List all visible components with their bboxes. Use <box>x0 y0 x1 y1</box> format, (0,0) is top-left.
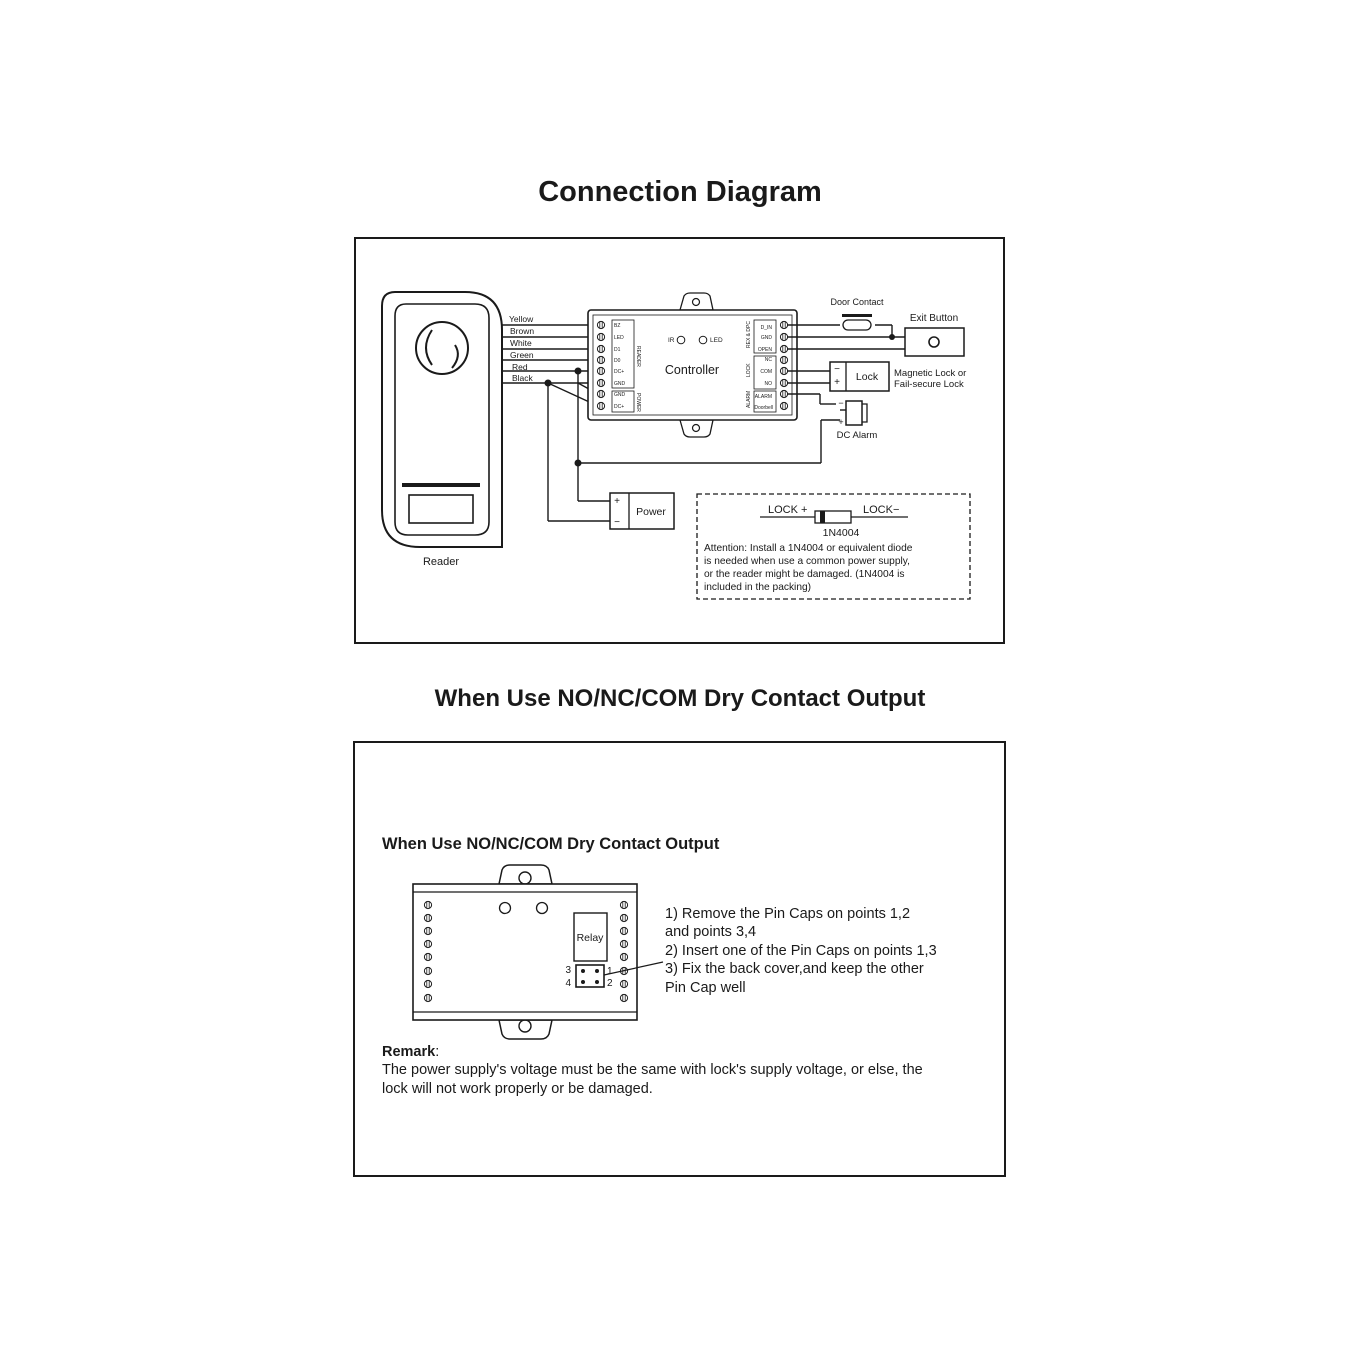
diode-part-label: 1N4004 <box>822 527 860 539</box>
dc-alarm-label: DC Alarm <box>836 430 878 441</box>
group-label-alarm: ALARM <box>746 390 752 408</box>
wire-label-green: Green <box>510 350 534 360</box>
junction-dot-black <box>545 380 552 387</box>
attention-line-4: included in the packing) <box>704 582 812 593</box>
alarm-minus-label: − <box>838 398 844 408</box>
lock-caption-line-2: Fail-secure Lock <box>894 379 964 390</box>
terminal-label-d1: D1 <box>614 347 621 353</box>
terminal-label-dc-plus: DC+ <box>614 369 625 375</box>
pin-label-3: 3 <box>565 965 571 976</box>
reader-device <box>382 292 502 547</box>
instruction-line-1: 1) Remove the Pin Caps on points 1,2 <box>665 906 911 922</box>
terminal-label-bz: BZ <box>614 323 621 329</box>
ir-indicator-icon <box>677 336 685 344</box>
reader-keypad-slot <box>409 495 473 523</box>
door-contact-label: Door Contact <box>830 297 884 307</box>
board-indicator-icon <box>537 903 548 914</box>
reader-label: Reader <box>422 556 460 568</box>
wire-label-brown: Brown <box>510 326 535 336</box>
lock-caption-line-1: Magnetic Lock or <box>894 368 967 379</box>
terminal-label-led: LED <box>614 335 624 341</box>
junction-dot-exit <box>889 334 895 340</box>
remark-line-1: The power supply's voltage must be the same with lock's supply voltage, or else, the <box>382 1062 923 1078</box>
terminal-label-d0: D0 <box>614 358 621 364</box>
power-minus-label: − <box>614 517 620 528</box>
terminal-label-right-gnd: GND <box>760 335 772 341</box>
wire-label-black: Black <box>512 373 533 383</box>
remark-label: Remark <box>382 1044 436 1060</box>
remark-colon: : <box>435 1044 440 1060</box>
terminal-label-power-gnd: GND <box>614 392 626 398</box>
attention-line-3: or the reader might be damaged. (1N4004 is <box>704 569 905 580</box>
lock-minus-label: − <box>834 364 840 375</box>
junction-dot-alarm <box>575 460 582 467</box>
page-title-dry-contact: When Use NO/NC/COM Dry Contact Output <box>434 685 926 712</box>
terminal-label-com: COM <box>760 369 772 375</box>
diode-lock-plus-label: LOCK + <box>768 504 808 516</box>
terminal-label-gnd: GND <box>614 381 626 387</box>
power-plus-label: + <box>614 496 620 507</box>
terminal-label-power-dc-plus: DC+ <box>614 404 625 410</box>
pin-label-1: 1 <box>607 966 613 977</box>
door-contact <box>842 314 872 330</box>
attention-line-2: is needed when use a common power supply, <box>704 556 910 567</box>
attention-line-1: Attention: Install a 1N4004 or equivalent diode <box>704 543 913 554</box>
lock-plus-label: + <box>834 377 840 388</box>
controller-ir-label: IR <box>668 337 675 344</box>
page-title-connection-diagram: Connection Diagram <box>538 176 822 208</box>
dc-alarm-device <box>846 401 867 425</box>
group-label-rex-dpc: REX & DPC <box>746 321 752 348</box>
pin-label-2: 2 <box>607 978 613 989</box>
remark-heading <box>382 1044 439 1060</box>
terminal-label-d-in: D_IN <box>760 325 772 331</box>
jumper-pins <box>576 965 604 987</box>
power-label: Power <box>636 506 666 518</box>
instruction-line-2: and points 3,4 <box>665 924 757 940</box>
instruction-line-4: 3) Fix the back cover,and keep the other <box>665 961 924 977</box>
terminal-label-no: NO <box>764 381 772 387</box>
controller-led-label: LED <box>710 337 723 344</box>
wire-label-red: Red <box>512 362 528 372</box>
group-label-lock: LOCK <box>746 363 752 377</box>
wire-label-yellow: Yellow <box>509 314 534 324</box>
lock-label: Lock <box>855 371 879 383</box>
diode-lock-minus-label: LOCK− <box>863 504 900 516</box>
wire-label-white: White <box>510 338 532 348</box>
group-label-reader: READER <box>635 346 641 367</box>
board-indicator-icon <box>500 903 511 914</box>
junction-dot-red <box>575 368 582 375</box>
reader-logo-icon <box>416 322 468 374</box>
instruction-line-3: 2) Insert one of the Pin Caps on points 1,3 <box>665 943 937 959</box>
alarm-plus-label: + <box>838 417 844 427</box>
terminal-label-doorbell: Doorbell <box>754 405 773 411</box>
exit-button-label: Exit Button <box>909 313 959 324</box>
pin-label-4: 4 <box>565 978 571 989</box>
remark-line-2: lock will not work properly or be damaged. <box>382 1081 653 1097</box>
group-label-power: POWER <box>635 393 641 412</box>
controller-label: Controller <box>664 363 720 377</box>
exit-button-icon <box>929 337 939 347</box>
led-indicator-icon <box>699 336 707 344</box>
instruction-line-5: Pin Cap well <box>665 980 746 996</box>
terminal-label-nc: NC <box>764 357 772 363</box>
terminal-label-alarm: ALARM <box>754 394 772 400</box>
relay-label: Relay <box>576 932 604 944</box>
dry-contact-heading: When Use NO/NC/COM Dry Contact Output <box>382 835 720 853</box>
terminal-label-open: OPEN <box>757 347 772 353</box>
